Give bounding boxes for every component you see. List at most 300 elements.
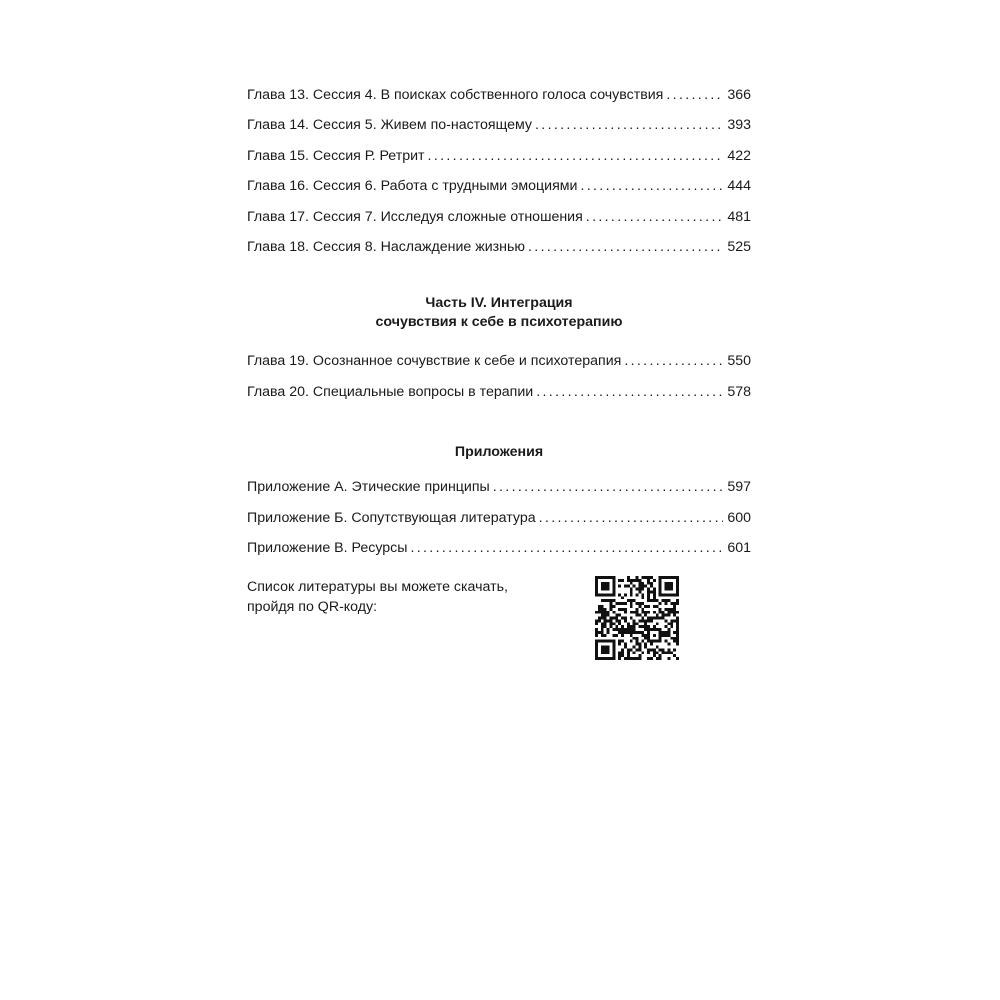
qr-module [667, 651, 670, 654]
qr-module [638, 625, 641, 628]
qr-module [598, 593, 601, 596]
toc-entry-chapter-13[interactable] [247, 82, 751, 112]
qr-module [644, 622, 647, 625]
qr-module [676, 588, 679, 591]
qr-module [627, 579, 630, 582]
qr-module [615, 617, 618, 620]
qr-module [670, 651, 673, 654]
qr-module [676, 602, 679, 605]
qr-module [656, 651, 659, 654]
qr-module [670, 593, 673, 596]
qr-module [595, 634, 598, 637]
qr-module [662, 634, 665, 637]
qr-module [676, 590, 679, 593]
qr-module [656, 599, 659, 602]
qr-module [673, 631, 676, 634]
qr-module [638, 585, 641, 588]
qr-module [595, 651, 598, 654]
qr-module [607, 648, 610, 651]
dot-leader [410, 535, 723, 561]
qr-module [653, 651, 656, 654]
qr-module [650, 628, 653, 631]
qr-module [627, 622, 630, 625]
qr-module [630, 579, 633, 582]
qr-module [618, 651, 621, 654]
qr-module [673, 611, 676, 614]
toc-entry-appendix-a[interactable] [247, 474, 751, 504]
qr-module [601, 582, 604, 585]
toc-entry-chapter-15[interactable] [247, 143, 751, 173]
qr-module [673, 605, 676, 608]
qr-module [673, 608, 676, 611]
qr-module [630, 590, 633, 593]
qr-module [638, 646, 641, 649]
qr-module [665, 651, 668, 654]
qr-module [647, 617, 650, 620]
qr-module [676, 611, 679, 614]
qr-module [647, 576, 650, 579]
qr-module [624, 628, 627, 631]
qr-module [612, 579, 615, 582]
qr-module [641, 640, 644, 643]
qr-module [636, 637, 639, 640]
qr-note-line1: Список литературы вы можете скачать, [247, 579, 508, 595]
qr-module [667, 582, 670, 585]
qr-module [595, 648, 598, 651]
qr-module [630, 617, 633, 620]
qr-module [673, 640, 676, 643]
qr-module [630, 628, 633, 631]
qr-module [641, 634, 644, 637]
qr-module [638, 579, 641, 582]
qr-module [601, 625, 604, 628]
qr-module [612, 593, 615, 596]
qr-module [621, 651, 624, 654]
toc-entry-page: 600 [727, 509, 751, 526]
qr-module [604, 611, 607, 614]
qr-module [636, 576, 639, 579]
qr-module [609, 625, 612, 628]
qr-module [609, 602, 612, 605]
qr-module [633, 628, 636, 631]
qr-note-line2: пройдя по QR-коду: [247, 599, 378, 615]
qr-module [601, 648, 604, 651]
qr-module [633, 646, 636, 649]
qr-module [644, 646, 647, 649]
qr-module [595, 590, 598, 593]
dot-leader [536, 379, 723, 405]
qr-module [676, 628, 679, 631]
qr-module [607, 576, 610, 579]
qr-module [618, 622, 621, 625]
qr-module [647, 634, 650, 637]
qr-module [607, 657, 610, 660]
qr-module [607, 585, 610, 588]
qr-module [633, 611, 636, 614]
qr-module [612, 576, 615, 579]
toc-entry-title: Глава 15. Сессия Р. Ретрит [247, 143, 428, 169]
qr-module [647, 628, 650, 631]
qr-module [641, 617, 644, 620]
qr-module [647, 637, 650, 640]
qr-module [673, 576, 676, 579]
qr-module [630, 611, 633, 614]
qr-module [612, 617, 615, 620]
qr-module [604, 646, 607, 649]
qr-module [633, 631, 636, 634]
qr-module [665, 585, 668, 588]
qr-module [595, 643, 598, 646]
qr-module [641, 625, 644, 628]
qr-module [612, 643, 615, 646]
qr-module [633, 625, 636, 628]
qr-module [653, 654, 656, 657]
qr-module [607, 640, 610, 643]
qr-module [624, 631, 627, 634]
qr-module [604, 648, 607, 651]
qr-module [667, 614, 670, 617]
part4-heading [247, 294, 751, 332]
qr-module [621, 628, 624, 631]
qr-module [612, 585, 615, 588]
qr-module [636, 614, 639, 617]
qr-module [598, 657, 601, 660]
qr-module [598, 576, 601, 579]
qr-module [604, 599, 607, 602]
qr-module [612, 646, 615, 649]
qr-module [609, 619, 612, 622]
qr-module [621, 631, 624, 634]
qr-module [676, 576, 679, 579]
qr-module [621, 654, 624, 657]
qr-module [650, 648, 653, 651]
qr-module [673, 648, 676, 651]
qr-module [624, 608, 627, 611]
qr-module [609, 599, 612, 602]
qr-module [659, 602, 662, 605]
qr-module [670, 588, 673, 591]
qr-module [659, 657, 662, 660]
qr-module [676, 593, 679, 596]
qr-module [630, 625, 633, 628]
qr-module [665, 634, 668, 637]
qr-module [624, 617, 627, 620]
qr-module [667, 608, 670, 611]
qr-module [601, 657, 604, 660]
qr-module [627, 585, 630, 588]
qr-module [653, 634, 656, 637]
qr-module [647, 625, 650, 628]
qr-module [653, 648, 656, 651]
dot-leader [624, 348, 723, 374]
qr-module [618, 602, 621, 605]
qr-module [650, 640, 653, 643]
qr-module [630, 582, 633, 585]
qr-module [618, 619, 621, 622]
qr-module [636, 640, 639, 643]
qr-module [601, 617, 604, 620]
qr-module [647, 640, 650, 643]
qr-module [630, 588, 633, 591]
toc-entry-chapter-14[interactable] [247, 112, 751, 142]
qr-module [644, 637, 647, 640]
qr-module [607, 614, 610, 617]
qr-module [621, 579, 624, 582]
table-of-contents [247, 82, 751, 565]
qr-module [618, 608, 621, 611]
qr-module [618, 631, 621, 634]
qr-module [644, 643, 647, 646]
qr-module [650, 585, 653, 588]
qr-module [601, 599, 604, 602]
qr-module [627, 599, 630, 602]
qr-module [636, 648, 639, 651]
qr-module [659, 634, 662, 637]
qr-module [644, 634, 647, 637]
qr-module [647, 593, 650, 596]
toc-entry-title: Глава 13. Сессия 4. В поисках собственного голоса сочувствия [247, 82, 666, 108]
qr-module [670, 585, 673, 588]
qr-module [630, 593, 633, 596]
qr-module [612, 648, 615, 651]
qr-module [638, 657, 641, 660]
qr-module [659, 593, 662, 596]
qr-module [653, 605, 656, 608]
qr-module [653, 640, 656, 643]
qr-module [612, 622, 615, 625]
qr-module [604, 640, 607, 643]
qr-module [659, 585, 662, 588]
qr-module [612, 634, 615, 637]
qr-module [659, 637, 662, 640]
toc-entry-title: Глава 17. Сессия 7. Исследуя сложные отношения [247, 204, 586, 230]
qr-module [641, 611, 644, 614]
qr-module [676, 640, 679, 643]
qr-module [641, 585, 644, 588]
qr-module [641, 602, 644, 605]
qr-module [670, 576, 673, 579]
part3-chapter-list [247, 82, 751, 264]
toc-entry-chapter-16[interactable] [247, 173, 751, 203]
qr-module [630, 631, 633, 634]
qr-module [607, 588, 610, 591]
toc-entry-page: 525 [727, 238, 751, 255]
qr-module [670, 602, 673, 605]
qr-module [609, 657, 612, 660]
qr-module [636, 643, 639, 646]
qr-module [601, 631, 604, 634]
qr-module [653, 588, 656, 591]
qr-module [638, 654, 641, 657]
qr-module [609, 617, 612, 620]
qr-module [615, 602, 618, 605]
qr-module [667, 622, 670, 625]
qr-module [607, 599, 610, 602]
qr-module [595, 588, 598, 591]
qr-module [618, 585, 621, 588]
qr-module [627, 631, 630, 634]
qr-module [644, 605, 647, 608]
qr-module [604, 651, 607, 654]
qr-module [609, 593, 612, 596]
qr-module [627, 648, 630, 651]
qr-module [612, 590, 615, 593]
qr-module [601, 576, 604, 579]
qr-module [641, 576, 644, 579]
qr-note [247, 577, 547, 617]
qr-module [662, 611, 665, 614]
appendix-list [247, 474, 751, 565]
qr-module [633, 637, 636, 640]
qr-module [644, 576, 647, 579]
toc-entry-title: Приложение В. Ресурсы [247, 535, 410, 561]
qr-module [653, 617, 656, 620]
qr-module [653, 625, 656, 628]
qr-module [673, 602, 676, 605]
qr-module [659, 611, 662, 614]
qr-module [644, 628, 647, 631]
toc-entry-chapter-19[interactable] [247, 348, 751, 378]
qr-module [607, 611, 610, 614]
qr-module [662, 576, 665, 579]
qr-module [659, 582, 662, 585]
qr-module [667, 657, 670, 660]
qr-module [604, 657, 607, 660]
qr-module [636, 611, 639, 614]
qr-module [601, 605, 604, 608]
qr-module [641, 593, 644, 596]
qr-module [647, 619, 650, 622]
toc-entry-title: Глава 19. Осознанное сочувствие к себе и психотерапия [247, 348, 624, 374]
qr-module [612, 654, 615, 657]
toc-entry-title: Глава 14. Сессия 5. Живем по-настоящему [247, 112, 535, 138]
qr-module [615, 625, 618, 628]
qr-module [659, 608, 662, 611]
qr-module [618, 579, 621, 582]
qr-module [638, 582, 641, 585]
toc-entry-chapter-18[interactable] [247, 234, 751, 264]
qr-module [653, 579, 656, 582]
qr-module [667, 631, 670, 634]
qr-module [598, 611, 601, 614]
qr-module [604, 588, 607, 591]
qr-module [659, 579, 662, 582]
qr-module [659, 640, 662, 643]
toc-entry-title: Глава 18. Сессия 8. Наслаждение жизнью [247, 234, 528, 260]
qr-module [662, 631, 665, 634]
qr-module [636, 608, 639, 611]
qr-module [638, 590, 641, 593]
qr-module [604, 614, 607, 617]
qr-module [670, 611, 673, 614]
qr-module [670, 625, 673, 628]
qr-module [656, 657, 659, 660]
qr-module [641, 608, 644, 611]
dot-leader [586, 204, 724, 230]
qr-module [630, 634, 633, 637]
qr-module [627, 654, 630, 657]
qr-module [659, 590, 662, 593]
qr-module [595, 611, 598, 614]
toc-entry-appendix-b[interactable] [247, 505, 751, 535]
qr-module [650, 619, 653, 622]
qr-module [647, 631, 650, 634]
qr-module [604, 576, 607, 579]
qr-module [618, 614, 621, 617]
toc-entry-chapter-20[interactable] [247, 379, 751, 409]
qr-module [612, 651, 615, 654]
qr-module [607, 651, 610, 654]
dot-leader [428, 143, 724, 169]
qr-module [665, 588, 668, 591]
dot-leader [539, 505, 724, 531]
qr-module [647, 588, 650, 591]
qr-module [665, 599, 668, 602]
qr-module [636, 657, 639, 660]
qr-module [627, 625, 630, 628]
qr-module [667, 599, 670, 602]
qr-module [595, 619, 598, 622]
qr-module [624, 643, 627, 646]
qr-module [604, 582, 607, 585]
qr-module [659, 588, 662, 591]
qr-module [627, 628, 630, 631]
qr-module [604, 593, 607, 596]
qr-code-icon[interactable] [595, 576, 679, 660]
toc-entry-page: 393 [727, 117, 751, 134]
qr-module [641, 631, 644, 634]
qr-module [618, 657, 621, 660]
qr-module [647, 611, 650, 614]
toc-entry-chapter-17[interactable] [247, 204, 751, 234]
qr-module [665, 619, 668, 622]
qr-module [633, 622, 636, 625]
qr-module [667, 593, 670, 596]
qr-module [598, 605, 601, 608]
qr-module [673, 619, 676, 622]
qr-module [647, 596, 650, 599]
toc-entry-appendix-c[interactable] [247, 535, 751, 565]
qr-module [665, 593, 668, 596]
qr-module [630, 602, 633, 605]
qr-module [644, 619, 647, 622]
toc-entry-page: 578 [727, 383, 751, 400]
qr-module [598, 640, 601, 643]
qr-module [595, 628, 598, 631]
qr-module [621, 617, 624, 620]
qr-module [638, 614, 641, 617]
qr-module [621, 625, 624, 628]
qr-module [673, 614, 676, 617]
qr-module [627, 651, 630, 654]
qr-module [638, 602, 641, 605]
qr-module [633, 579, 636, 582]
part4-heading-line2: сочувствия к себе в психотерапию [375, 314, 623, 331]
qr-module [624, 619, 627, 622]
qr-module [624, 585, 627, 588]
qr-module [621, 608, 624, 611]
qr-module [667, 588, 670, 591]
qr-module [653, 590, 656, 593]
qr-module [604, 617, 607, 620]
qr-module [607, 619, 610, 622]
qr-module [647, 657, 650, 660]
qr-module [618, 640, 621, 643]
qr-module [650, 576, 653, 579]
qr-module [667, 643, 670, 646]
qr-module [676, 657, 679, 660]
qr-module [609, 608, 612, 611]
